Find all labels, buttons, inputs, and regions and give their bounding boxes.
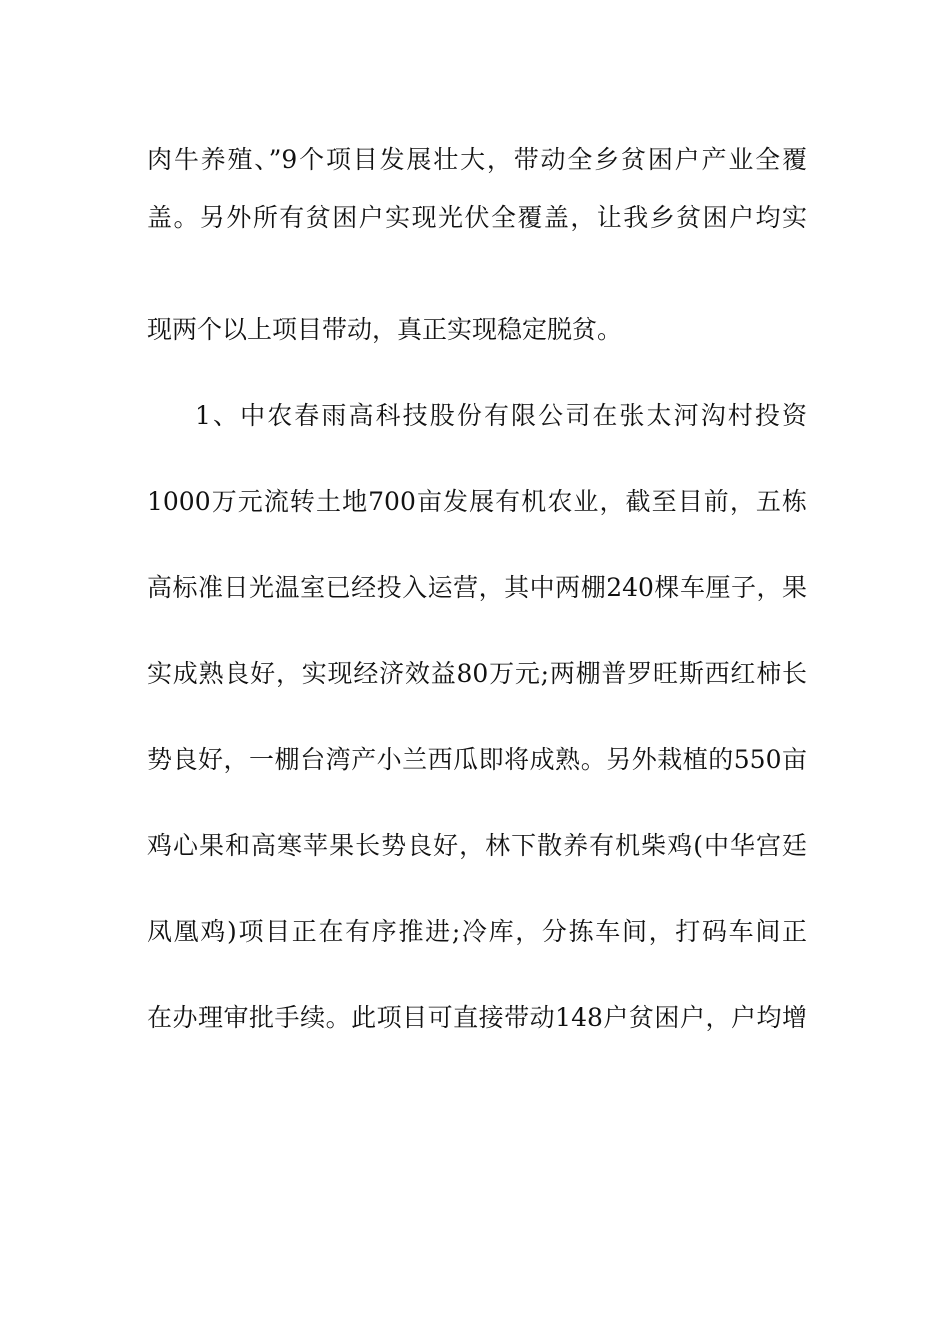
paragraph-first-line: 1、中农春雨高科技股份有限公司在张太河沟村投资 <box>195 401 807 430</box>
text-line: 鸡心果和高寒苹果长势良好，林下散养有机柴鸡(中华宫廷 <box>147 831 807 860</box>
text-line: 实成熟良好，实现经济效益80万元;两棚普罗旺斯西红柿长 <box>147 659 807 688</box>
text-line: 高标准日光温室已经投入运营，其中两棚240棵车厘子，果 <box>147 573 807 602</box>
text-line: 凤凰鸡)项目正在有序推进;冷库，分拣车间，打码车间正 <box>147 917 807 946</box>
text-line: 盖。另外所有贫困户实现光伏全覆盖，让我乡贫困户均实 <box>147 203 807 232</box>
text-line: 在办理审批手续。此项目可直接带动148户贫困户，户均增 <box>147 1003 807 1032</box>
text-line: 1000万元流转土地700亩发展有机农业，截至目前，五栋 <box>147 487 807 516</box>
text-line: 势良好，一棚台湾产小兰西瓜即将成熟。另外栽植的550亩 <box>147 745 807 774</box>
text-line: 现两个以上项目带动，真正实现稳定脱贫。 <box>147 315 623 344</box>
text-line: 肉牛养殖、”9个项目发展壮大，带动全乡贫困户产业全覆 <box>147 145 807 174</box>
